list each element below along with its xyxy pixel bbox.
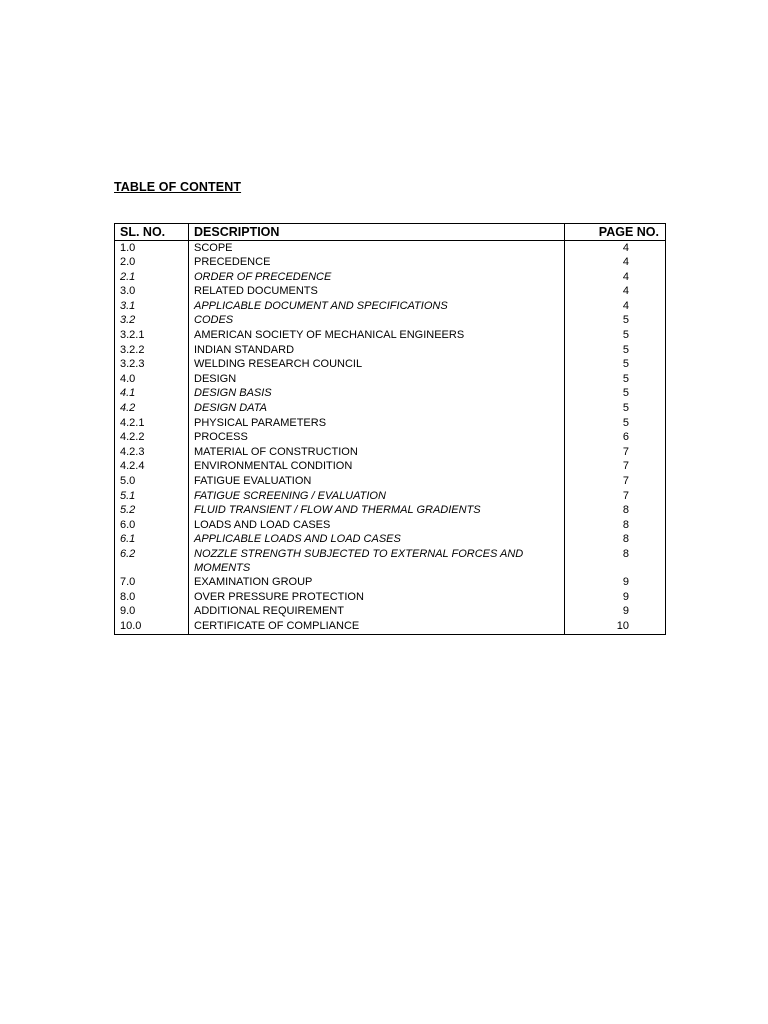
row-sl-no: 1.0 (115, 241, 189, 256)
row-sl-no: 4.2.2 (115, 431, 189, 446)
row-sl-no: 7.0 (115, 576, 189, 591)
table-row (115, 372, 666, 387)
row-page-no: 5 (565, 387, 666, 402)
row-sl-no: 6.1 (115, 533, 189, 548)
row-page-no: 8 (565, 533, 666, 548)
row-description: INDIAN STANDARD (189, 343, 565, 358)
table-row (115, 314, 666, 329)
table-row (115, 590, 666, 605)
row-sl-no: 3.2.3 (115, 358, 189, 373)
row-page-no: 5 (565, 329, 666, 344)
row-sl-no: 2.0 (115, 256, 189, 271)
row-page-no: 4 (565, 256, 666, 271)
table-row (115, 256, 666, 271)
row-sl-no: 3.1 (115, 299, 189, 314)
table-row (115, 475, 666, 490)
table-row (115, 547, 666, 575)
row-description: NOZZLE STRENGTH SUBJECTED TO EXTERNAL FORCES AND MOMENTS (189, 547, 565, 575)
toc-table (114, 223, 666, 635)
table-row (115, 605, 666, 620)
row-description: ORDER OF PRECEDENCE (189, 270, 565, 285)
row-description: EXAMINATION GROUP (189, 576, 565, 591)
row-description: DESIGN DATA (189, 402, 565, 417)
row-description: DESIGN (189, 372, 565, 387)
row-sl-no: 3.2.2 (115, 343, 189, 358)
row-page-no: 5 (565, 343, 666, 358)
row-page-no: 5 (565, 314, 666, 329)
table-row (115, 241, 666, 256)
table-row (115, 270, 666, 285)
row-description: PROCESS (189, 431, 565, 446)
table-row (115, 445, 666, 460)
header-description: DESCRIPTION (189, 224, 565, 241)
row-sl-no: 6.2 (115, 547, 189, 575)
row-description: PHYSICAL PARAMETERS (189, 416, 565, 431)
table-row (115, 299, 666, 314)
header-sl-no: SL. NO. (115, 224, 189, 241)
row-description: CERTIFICATE OF COMPLIANCE (189, 619, 565, 634)
row-description: LOADS AND LOAD CASES (189, 518, 565, 533)
row-page-no: 7 (565, 445, 666, 460)
row-page-no: 7 (565, 460, 666, 475)
row-description: PRECEDENCE (189, 256, 565, 271)
row-sl-no: 8.0 (115, 590, 189, 605)
row-description: SCOPE (189, 241, 565, 256)
row-sl-no: 9.0 (115, 605, 189, 620)
row-sl-no: 4.0 (115, 372, 189, 387)
row-page-no: 5 (565, 372, 666, 387)
row-page-no: 5 (565, 416, 666, 431)
row-sl-no: 5.1 (115, 489, 189, 504)
row-sl-no: 4.2.3 (115, 445, 189, 460)
row-page-no: 9 (565, 605, 666, 620)
row-sl-no: 4.1 (115, 387, 189, 402)
table-row (115, 533, 666, 548)
row-page-no: 9 (565, 576, 666, 591)
row-description: CODES (189, 314, 565, 329)
row-description: OVER PRESSURE PROTECTION (189, 590, 565, 605)
table-row (115, 489, 666, 504)
table-row (115, 460, 666, 475)
row-description: FATIGUE EVALUATION (189, 475, 565, 490)
row-description: RELATED DOCUMENTS (189, 285, 565, 300)
header-page-no: PAGE NO. (565, 224, 666, 241)
row-sl-no: 4.2.1 (115, 416, 189, 431)
table-row (115, 619, 666, 634)
table-row (115, 576, 666, 591)
row-description: FLUID TRANSIENT / FLOW AND THERMAL GRADIENTS (189, 504, 565, 519)
row-page-no: 4 (565, 270, 666, 285)
row-page-no: 8 (565, 504, 666, 519)
row-page-no: 4 (565, 299, 666, 314)
row-sl-no: 3.0 (115, 285, 189, 300)
row-page-no: 5 (565, 402, 666, 417)
table-row (115, 387, 666, 402)
table-row (115, 329, 666, 344)
row-description: DESIGN BASIS (189, 387, 565, 402)
row-description: FATIGUE SCREENING / EVALUATION (189, 489, 565, 504)
row-page-no: 9 (565, 590, 666, 605)
table-row (115, 285, 666, 300)
row-sl-no: 4.2.4 (115, 460, 189, 475)
row-page-no: 4 (565, 285, 666, 300)
row-sl-no: 3.2.1 (115, 329, 189, 344)
row-description: APPLICABLE LOADS AND LOAD CASES (189, 533, 565, 548)
table-row (115, 358, 666, 373)
row-description: ENVIRONMENTAL CONDITION (189, 460, 565, 475)
row-page-no: 5 (565, 358, 666, 373)
row-description: ADDITIONAL REQUIREMENT (189, 605, 565, 620)
row-sl-no: 5.2 (115, 504, 189, 519)
row-page-no: 8 (565, 547, 666, 575)
row-sl-no: 2.1 (115, 270, 189, 285)
row-page-no: 7 (565, 475, 666, 490)
row-sl-no: 6.0 (115, 518, 189, 533)
row-description: AMERICAN SOCIETY OF MECHANICAL ENGINEERS (189, 329, 565, 344)
row-page-no: 6 (565, 431, 666, 446)
toc-header-row (115, 224, 666, 241)
row-page-no: 10 (565, 619, 666, 634)
toc-body (115, 241, 666, 635)
row-page-no: 8 (565, 518, 666, 533)
toc-title: TABLE OF CONTENT (114, 180, 242, 194)
row-sl-no: 10.0 (115, 619, 189, 634)
table-row (115, 402, 666, 417)
table-row (115, 416, 666, 431)
row-description: MATERIAL OF CONSTRUCTION (189, 445, 565, 460)
row-description: WELDING RESEARCH COUNCIL (189, 358, 565, 373)
table-row (115, 504, 666, 519)
row-page-no: 4 (565, 241, 666, 256)
table-row (115, 518, 666, 533)
row-description: APPLICABLE DOCUMENT AND SPECIFICATIONS (189, 299, 565, 314)
table-row (115, 343, 666, 358)
row-sl-no: 5.0 (115, 475, 189, 490)
table-row (115, 431, 666, 446)
row-sl-no: 3.2 (115, 314, 189, 329)
row-sl-no: 4.2 (115, 402, 189, 417)
row-page-no: 7 (565, 489, 666, 504)
